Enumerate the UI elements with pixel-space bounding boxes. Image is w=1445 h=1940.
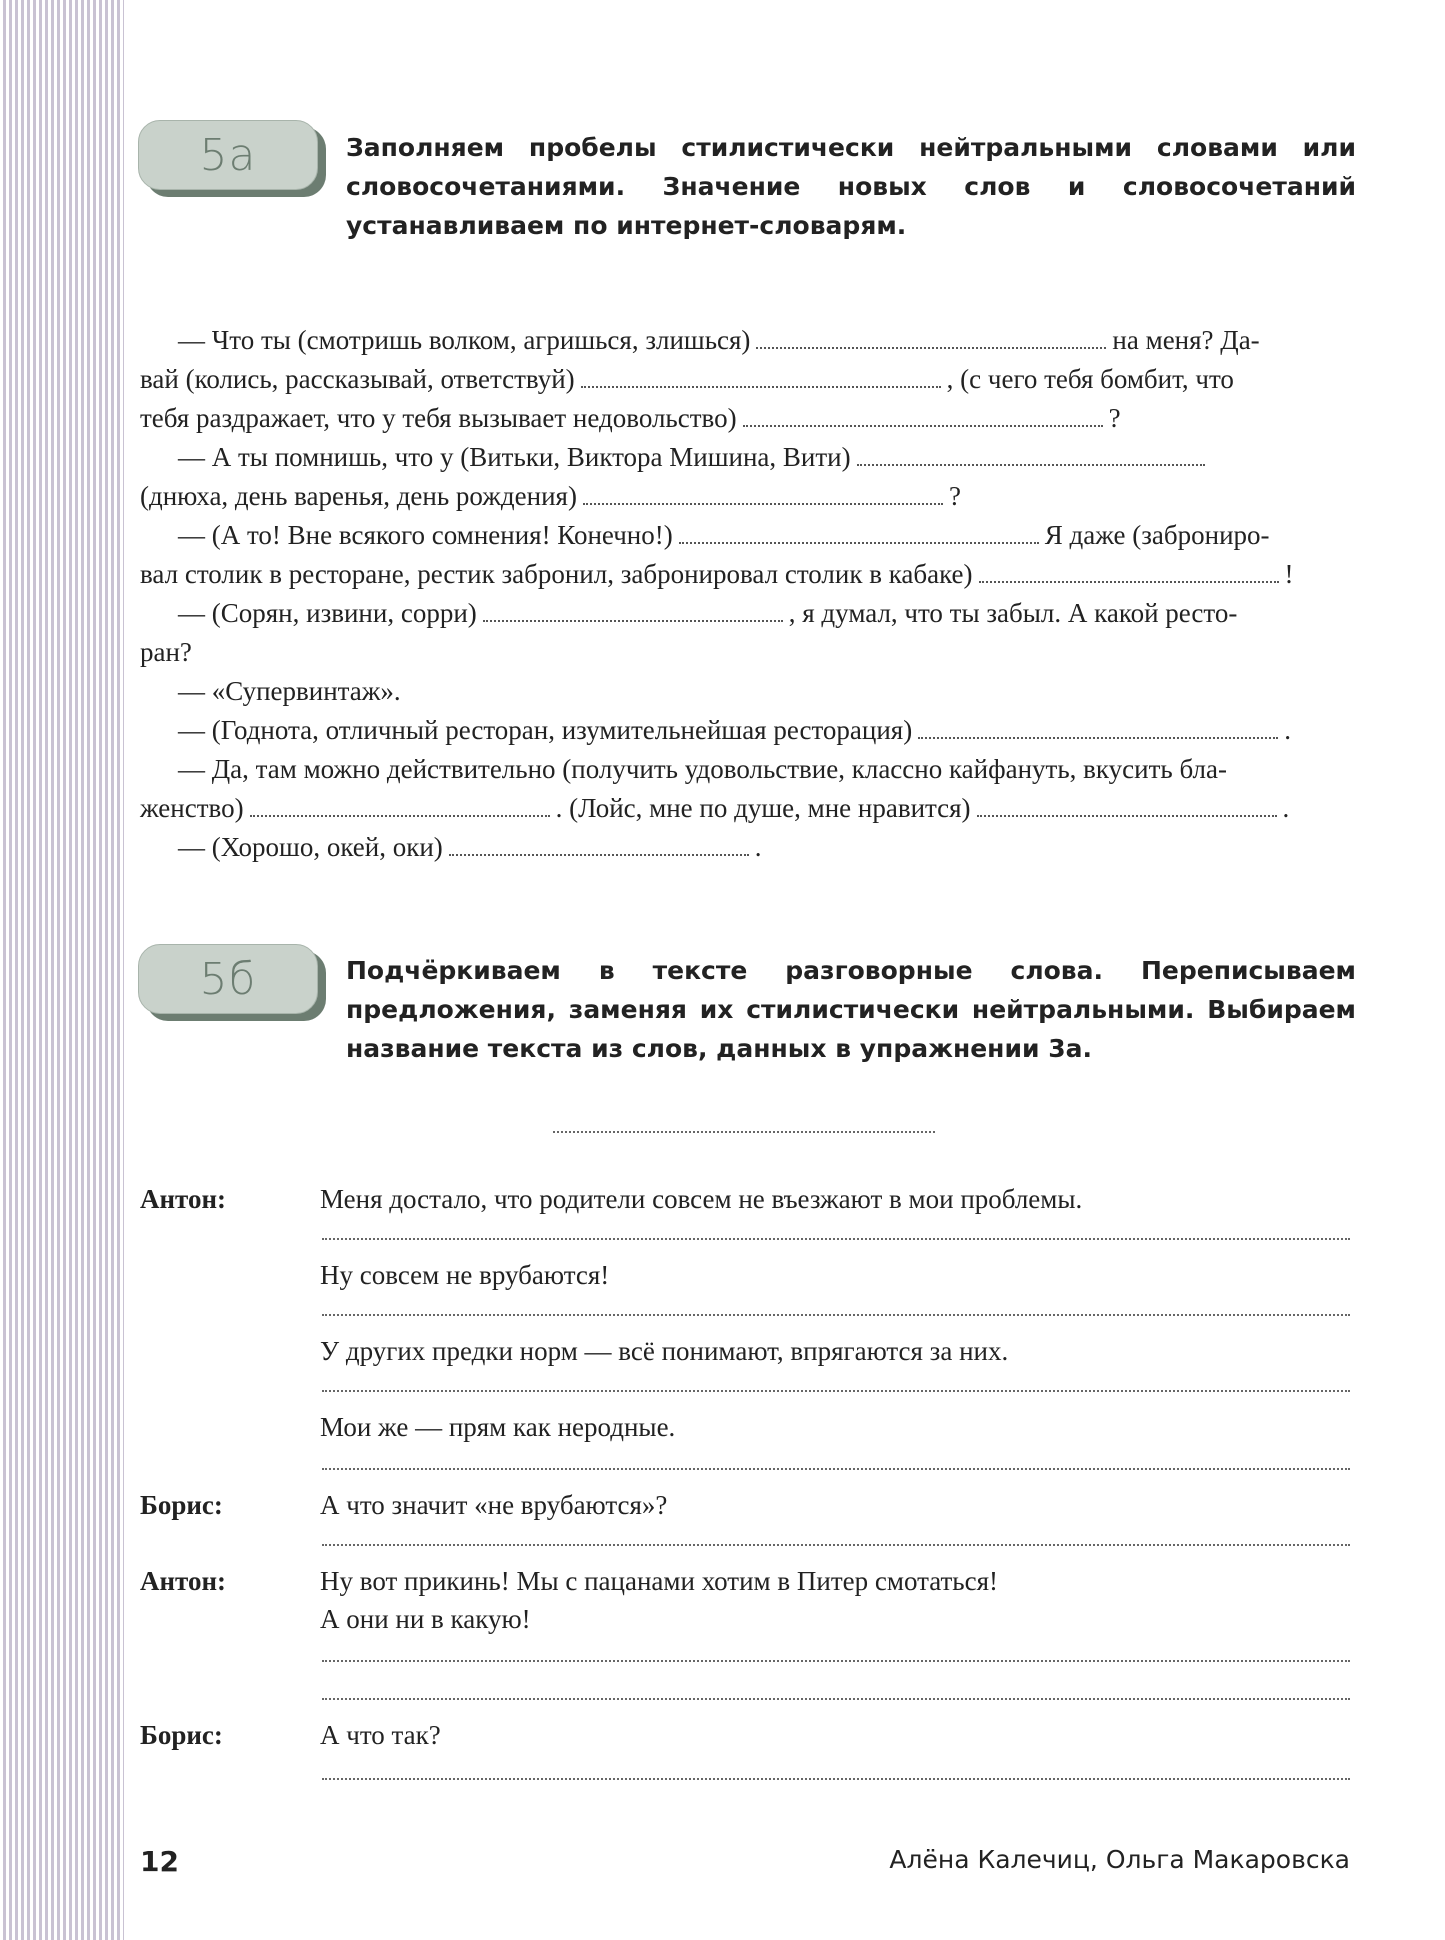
dialogue-line: (днюха, день варенья, день рождения) ? (140, 481, 961, 511)
speaker-name: Борис: (140, 1490, 223, 1520)
blank-field[interactable] (250, 791, 550, 817)
speaker-name: Борис: (140, 1720, 223, 1750)
answer-line[interactable] (322, 1314, 1350, 1316)
exercise-label: 5б (199, 953, 257, 1005)
dialogue-line: тебя раздражает, что у тебя вызывает недовольство) ? (140, 403, 1121, 433)
dialogue-sentence: Ну вот прикинь! Мы с пацанами хотим в Питер смотаться! (320, 1566, 999, 1596)
blank-field[interactable] (449, 830, 749, 856)
exercise-instruction-5a: Заполняем пробелы стилистически нейтральными словами или словосочетаниями. Значение новых слов и словосочетаний устанавливаем по интернет-словарям. (346, 133, 1356, 240)
dialogue-line: — (Сорян, извини, сорри) , я думал, что ты забыл. А какой ресто- (178, 598, 1238, 628)
decorative-page-stripes (0, 0, 124, 1940)
blank-field[interactable] (756, 323, 1106, 349)
dialogue-sentence: А они ни в какую! (320, 1604, 531, 1634)
dialogue-sentence: Мои же — прям как неродные. (320, 1412, 676, 1442)
speaker-name: Антон: (140, 1184, 227, 1214)
blank-field[interactable] (979, 557, 1279, 583)
page-number: 12 (140, 1845, 179, 1878)
dialogue-line: — Что ты (смотришь волком, агришься, злишься) на меня? Да- (178, 325, 1260, 355)
dialogue-line: — (А то! Вне всякого сомнения! Конечно!) Я даже (заброниро- (178, 520, 1270, 550)
dialogue-line: — «Супервинтаж». (178, 676, 401, 706)
blank-field[interactable] (918, 713, 1278, 739)
answer-line[interactable] (322, 1660, 1350, 1662)
title-answer-line[interactable] (553, 1131, 935, 1133)
authors: Алёна Калечиц, Ольга Макаровска (889, 1845, 1350, 1874)
dialogue-sentence: Меня достало, что родители совсем не въезжают в мои проблемы. (320, 1184, 1083, 1214)
exercise-badge-5a (138, 120, 318, 190)
dialogue-line: — (Годнота, отличный ресторан, изумительнейшая ресторация) . (178, 715, 1291, 745)
dialogue-sentence: У других предки норм — всё понимают, впрягаются за них. (320, 1336, 1009, 1366)
blank-field[interactable] (583, 479, 943, 505)
dialogue-line: — (Хорошо, окей, оки) . (178, 832, 762, 862)
blank-field[interactable] (679, 518, 1039, 544)
answer-line[interactable] (322, 1698, 1350, 1700)
blank-field[interactable] (483, 596, 783, 622)
blank-field[interactable] (857, 440, 1205, 466)
blank-field[interactable] (977, 791, 1277, 817)
answer-line[interactable] (322, 1468, 1350, 1470)
dialogue-line: женство) . (Лойс, мне по душе, мне нравится) . (140, 793, 1290, 823)
speaker-name: Антон: (140, 1566, 227, 1596)
exercise-badge-5b (138, 944, 318, 1014)
dialogue-line: — Да, там можно действительно (получить удовольствие, классно кайфануть, вкусить бла- (178, 754, 1227, 784)
exercise-label: 5а (199, 129, 257, 181)
answer-line[interactable] (322, 1238, 1350, 1240)
dialogue-sentence: А что значит «не врубаются»? (320, 1490, 668, 1520)
dialogue-sentence: А что так? (320, 1720, 441, 1750)
blank-field[interactable] (743, 401, 1103, 427)
dialogue-line: — А ты помнишь, что у (Витьки, Виктора Мишина, Вити) (178, 438, 1360, 477)
dialogue-line: ран? (140, 637, 192, 667)
answer-line[interactable] (322, 1544, 1350, 1546)
answer-line[interactable] (322, 1390, 1350, 1392)
exercise-instruction-5b: Подчёркиваем в тексте разговорные слова. Переписываем предложения, заменяя их стилистически нейтральными. Выбираем название текста из слов, данных в упражнении 3а. (346, 956, 1356, 1063)
dialogue-line: вай (колись, рассказывай, ответствуй) , (с чего тебя бомбит, что (140, 364, 1234, 394)
dialogue-sentence: Ну совсем не врубаются! (320, 1260, 610, 1290)
dialogue-line: вал столик в ресторане, рестик забронил, забронировал столик в кабаке) ! (140, 559, 1294, 589)
blank-field[interactable] (581, 362, 941, 388)
answer-line[interactable] (322, 1778, 1350, 1780)
